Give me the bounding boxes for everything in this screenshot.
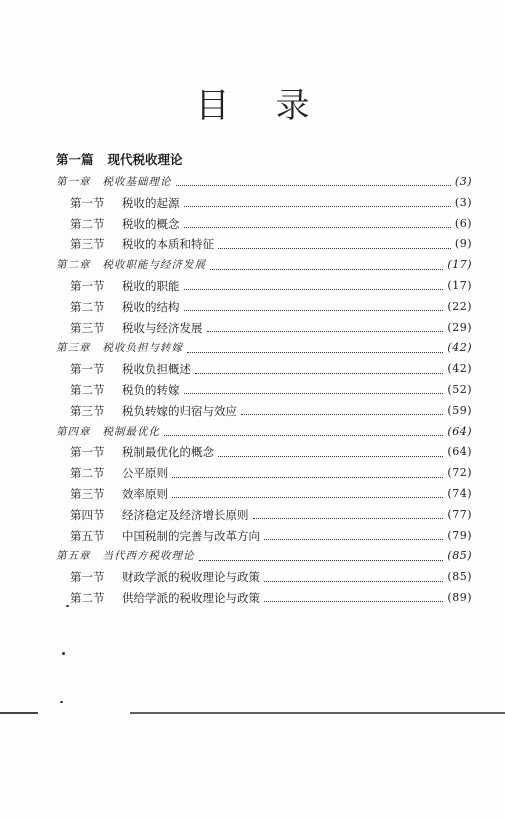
entry-title: 税收的概念 xyxy=(122,216,180,231)
page-number: (79) xyxy=(447,528,472,542)
toc-section-entry xyxy=(56,214,472,235)
page-number: (85) xyxy=(447,549,472,563)
dot-leader xyxy=(164,434,443,436)
entry-number: 第四章 xyxy=(56,425,91,438)
entry-number: 第二节 xyxy=(70,590,105,605)
dot-leader xyxy=(184,392,444,394)
entry-number: 第一节 xyxy=(70,570,105,585)
entry-number: 第二章 xyxy=(56,259,91,272)
entry-title: 经济稳定及经济增长原则 xyxy=(122,507,249,522)
page-number: (52) xyxy=(447,382,472,396)
entry-title: 税收的本质和特征 xyxy=(122,237,214,252)
entry-number: 第三节 xyxy=(70,320,105,335)
toc-section-entry xyxy=(56,463,472,484)
page-number: (3) xyxy=(454,175,472,188)
toc-section-entry xyxy=(56,442,472,463)
entry-number: 第五节 xyxy=(70,528,105,543)
toc-chapter-entry xyxy=(56,546,472,567)
page-number: (42) xyxy=(447,341,472,355)
entry-number: 第三节 xyxy=(70,237,105,252)
toc-section-entry xyxy=(56,505,472,526)
entry-title: 税收的起源 xyxy=(122,195,180,210)
page-number: (64) xyxy=(447,424,472,438)
entry-number: 第一节 xyxy=(70,278,105,293)
entry-title: 税收负担概述 xyxy=(122,362,191,377)
dot-leader xyxy=(184,205,451,207)
entry-title: 税负转嫁的归宿与效应 xyxy=(122,403,237,418)
scan-speck xyxy=(62,652,65,655)
toc-section-entry xyxy=(56,359,472,380)
dot-leader xyxy=(172,496,443,498)
dot-leader xyxy=(264,580,443,582)
scan-edge-line xyxy=(0,712,38,714)
scan-edge-line xyxy=(130,712,505,714)
page-number: (77) xyxy=(447,507,472,521)
toc-chapter-entry xyxy=(56,255,472,276)
entry-number: 第三章 xyxy=(56,342,91,355)
page-number: (9) xyxy=(454,237,472,251)
dot-leader xyxy=(241,413,443,415)
toc-section-entry xyxy=(56,484,472,505)
dot-leader xyxy=(172,476,443,478)
part-heading xyxy=(56,150,197,168)
page-number: (17) xyxy=(447,278,472,292)
dot-leader xyxy=(207,330,444,332)
toc-section-entry xyxy=(56,234,472,255)
dot-leader xyxy=(264,600,443,602)
dot-leader xyxy=(184,288,444,290)
page-number: (17) xyxy=(447,258,472,272)
entry-number: 第二节 xyxy=(70,216,105,231)
dot-leader xyxy=(187,351,443,353)
entry-title: 中国税制的完善与改革方向 xyxy=(122,528,260,543)
page-number: (72) xyxy=(447,466,472,480)
scan-speck xyxy=(66,605,69,607)
entry-title: 税制最优化的概念 xyxy=(122,445,214,460)
entry-title: 税负的转嫁 xyxy=(122,382,180,397)
entry-number: 第一节 xyxy=(70,362,105,377)
page-number: (59) xyxy=(447,403,472,417)
entry-title: 当代西方税收理论 xyxy=(102,550,195,563)
entry-title: 效率原则 xyxy=(122,486,168,501)
dot-leader xyxy=(218,455,443,457)
dot-leader xyxy=(176,184,451,186)
entry-title: 税收基础理论 xyxy=(102,176,172,188)
toc-chapter-entry xyxy=(56,422,472,443)
toc-section-entry xyxy=(56,567,472,588)
dot-leader xyxy=(253,517,444,519)
toc-section-entry xyxy=(56,297,472,318)
entry-title: 公平原则 xyxy=(122,466,168,481)
scan-speck xyxy=(60,701,63,703)
toc-chapter-entry xyxy=(56,338,472,359)
page-number: (64) xyxy=(447,445,472,459)
toc-section-entry xyxy=(56,588,472,609)
entry-number: 第三节 xyxy=(70,403,105,418)
part-title: 现代税收理论 xyxy=(107,152,183,167)
dot-leader xyxy=(184,309,444,311)
entry-title: 税收与经济发展 xyxy=(122,320,203,335)
toc-chapter-entry xyxy=(56,172,472,193)
entry-title: 税收职能与经济发展 xyxy=(102,259,206,272)
toc-section-entry xyxy=(56,276,472,297)
entry-title: 供给学派的税收理论与政策 xyxy=(122,590,260,605)
dot-leader xyxy=(184,226,451,228)
dot-leader xyxy=(195,372,443,374)
entry-number: 第五章 xyxy=(56,550,91,563)
page-number: (29) xyxy=(447,320,472,334)
page-number: (42) xyxy=(447,362,472,376)
entry-title: 财政学派的税收理论与政策 xyxy=(122,570,260,585)
page-title: 目录 xyxy=(195,86,356,126)
table-of-contents xyxy=(56,172,472,609)
entry-number: 第一章 xyxy=(56,176,91,188)
page-number: (74) xyxy=(447,486,472,500)
page-number: (22) xyxy=(447,299,472,313)
dot-leader xyxy=(218,247,451,249)
dot-leader xyxy=(210,268,443,270)
toc-section-entry xyxy=(56,318,472,339)
entry-title: 税收的结构 xyxy=(122,299,180,314)
page-number: (6) xyxy=(454,216,472,230)
page-number: (89) xyxy=(447,590,472,604)
entry-title: 税制最优化 xyxy=(102,425,160,438)
entry-number: 第二节 xyxy=(70,382,105,397)
toc-section-entry xyxy=(56,380,472,401)
part-number: 第一篇 xyxy=(56,152,94,167)
page-number: (3) xyxy=(454,195,472,209)
entry-number: 第二节 xyxy=(70,466,105,481)
entry-title: 税收的职能 xyxy=(122,278,180,293)
toc-section-entry xyxy=(56,401,472,422)
dot-leader xyxy=(264,538,443,540)
entry-number: 第一节 xyxy=(70,195,105,210)
entry-number: 第四节 xyxy=(70,507,105,522)
entry-title: 税收负担与转嫁 xyxy=(102,342,183,355)
page-number: (85) xyxy=(447,570,472,584)
entry-number: 第三节 xyxy=(70,486,105,501)
entry-number: 第一节 xyxy=(70,445,105,460)
entry-number: 第二节 xyxy=(70,299,105,314)
toc-section-entry xyxy=(56,193,472,214)
toc-section-entry xyxy=(56,526,472,547)
dot-leader xyxy=(199,559,444,561)
